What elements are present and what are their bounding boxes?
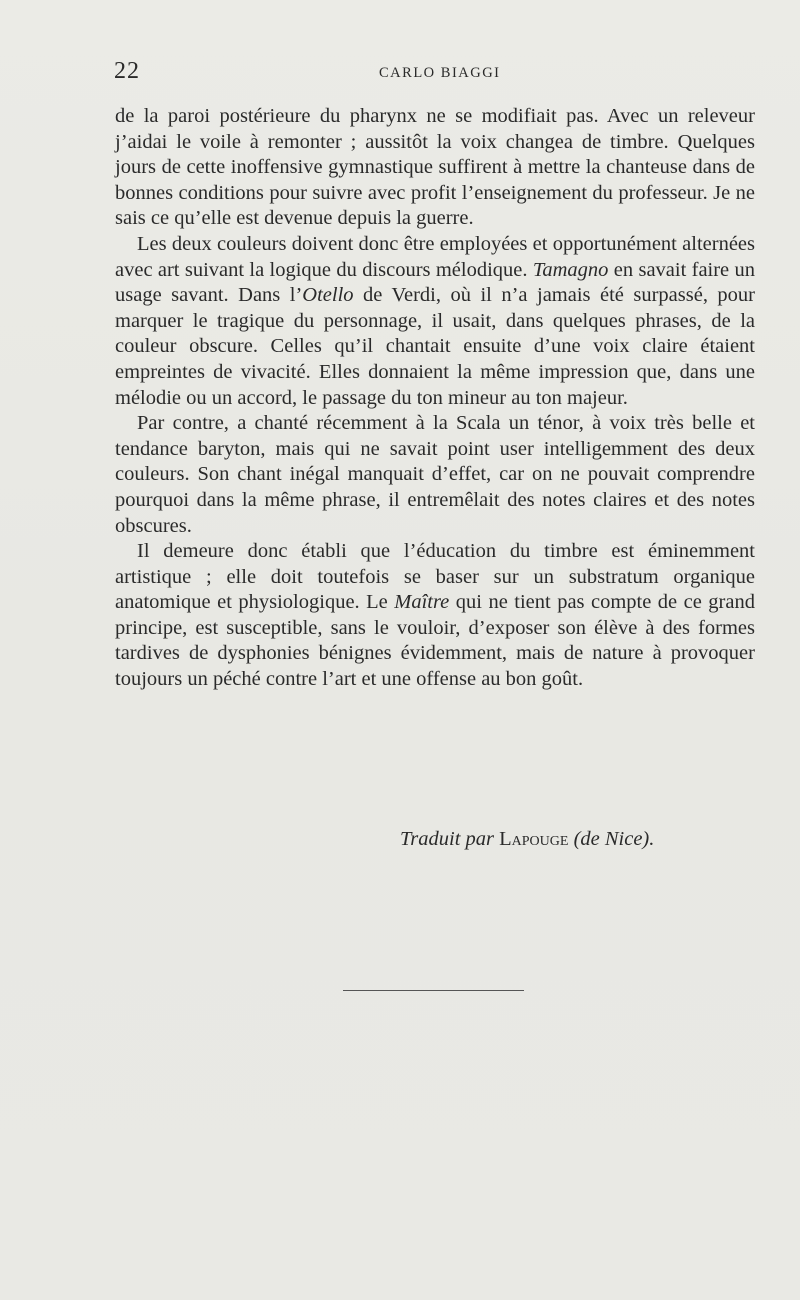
italic-text: Tamagno	[532, 258, 609, 281]
running-head: CARLO BIAGGI	[379, 65, 501, 81]
paragraph-text: Il demeure donc établi que l’éducation du timbre est éminemment artistique ; elle doit toutefois se baser sur un substratum organique anatomique et physiologique. Le	[115, 540, 755, 614]
page-header	[114, 58, 754, 88]
paragraph-text: de la paroi postérieure du pharynx ne se modifiait pas. Avec un releveur j’aidai le voile à remonter ; aussitôt la voix changea de timbre. Quelques jours de cette inoffensive gymnastique suffirent à mettre la chanteuse dans de bonnes conditions pour suivre avec profit l’enseignement du professeur. Je ne sais ce qu’elle est devenue depuis la guerre.	[115, 105, 755, 230]
paragraph	[115, 104, 755, 232]
paragraph-text: de Verdi, où il n’a jamais été surpassé, pour marquer le tragique du personnage, il usait, dans quelques phrases, de la couleur obscure. Celles qu’il chantait ensuite d’une voix claire étaient empreintes de vivacité. Elles donnaient la même impression que, dans une mélodie ou un accord, le passage du ton mineur au ton majeur.	[115, 284, 756, 409]
paragraph-text: qui ne tient pas compte de ce grand principe, est susceptible, sans le vouloir, d’exposer son élève à des formes tardives de dysphonies bénignes évidemment, mais de nature à provoquer toujours un péché contre l’art et une offense au bon goût.	[115, 591, 755, 691]
paragraph-text: Les deux couleurs doivent donc être employées et opportunément alternées avec art suivant la logique du discours mélodique.	[115, 232, 755, 281]
body-text	[115, 104, 755, 693]
translator-location: (de Nice).	[573, 828, 655, 850]
translator-name: Lapouge	[499, 828, 569, 850]
italic-text: Maître	[394, 591, 450, 614]
page-number: 22	[114, 58, 140, 84]
paragraph-text: Par contre, a chanté récemment à la Scala un ténor, à voix très belle et tendance baryton, mais qui ne savait point user intelligemment des deux couleurs. Son chant inégal manquait d’effet, car on ne pouvait comprendre pourquoi dans la même phrase, il entremêlait des notes claires et des notes obscures.	[115, 412, 755, 537]
paragraph	[115, 232, 755, 411]
paragraph-text: en savait faire un usage savant. Dans l’	[115, 258, 755, 307]
closing-rule	[343, 990, 524, 991]
italic-text: Otello	[302, 284, 354, 307]
signature-prefix: Traduit par	[400, 828, 494, 850]
paragraph	[115, 411, 755, 539]
paragraph	[115, 539, 755, 693]
translator-signature	[400, 826, 760, 852]
